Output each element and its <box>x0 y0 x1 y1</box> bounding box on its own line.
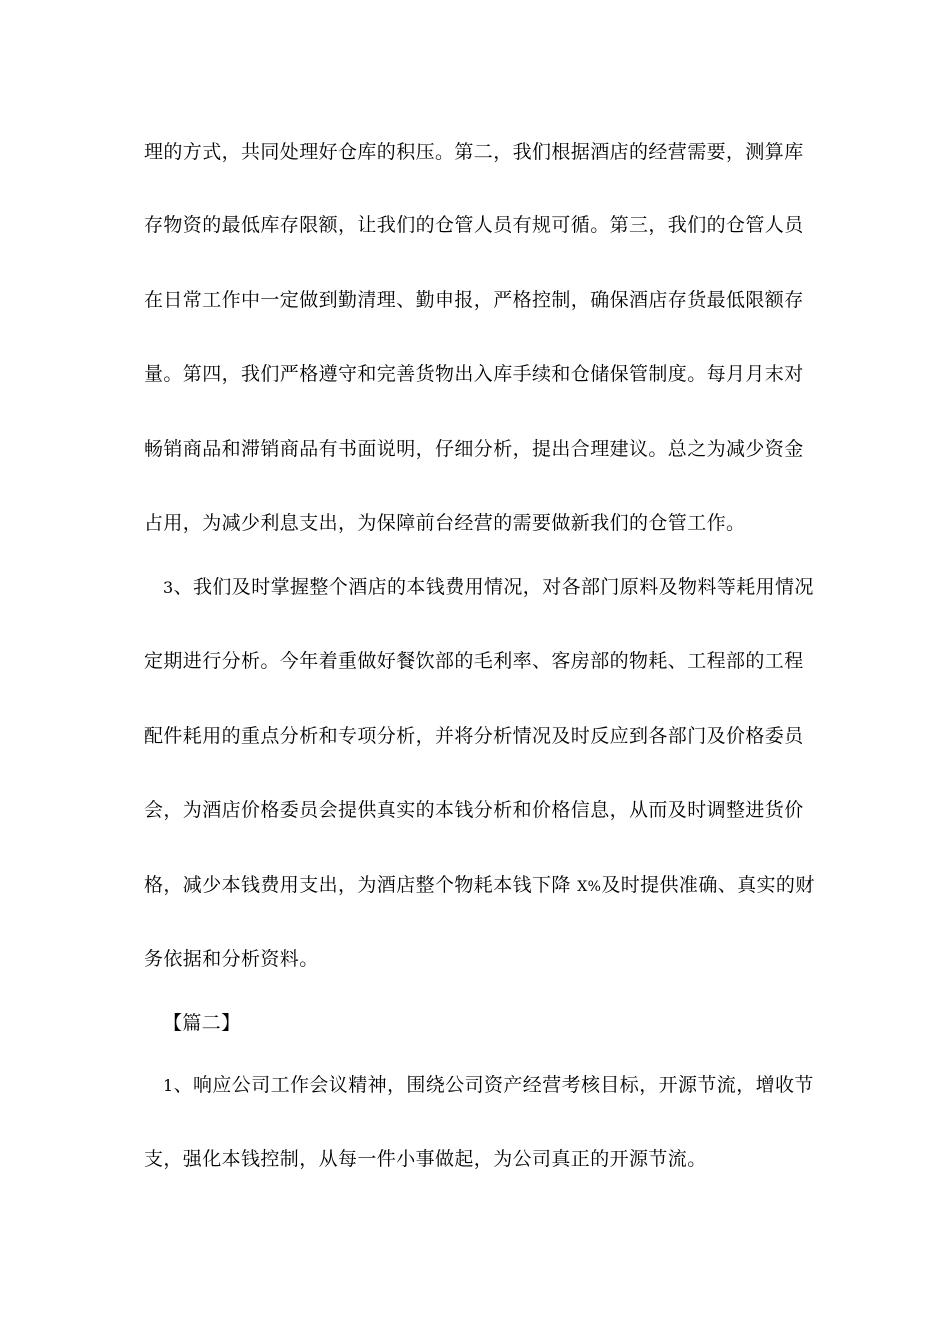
section-heading: 【篇二】 <box>163 1012 241 1034</box>
list-item-text: 、响应公司工作会议精神，围绕公司资产经营考核目标，开源节流，增收节 <box>173 1074 814 1096</box>
paragraph-line-with-percent <box>144 873 815 899</box>
list-item-1-first-line <box>163 1073 814 1098</box>
list-item-text: 、我们及时掌握整个酒店的本钱费用情况，对各部门原料及物料等耗用情况 <box>173 576 814 598</box>
paragraph-line: 理的方式，共同处理好仓库的积压。第二，我们根据酒店的经营需要，测算库 <box>144 141 804 163</box>
paragraph-line: 务依据和分析资料。 <box>144 948 319 970</box>
list-number: 3 <box>163 578 174 597</box>
list-number: 1 <box>163 1076 174 1095</box>
paragraph-line: 配件耗用的重点分析和专项分析，并将分析情况及时反应到各部门及价格委员 <box>144 725 804 747</box>
paragraph-line: 支，强化本钱控制，从每一件小事做起，为公司真正的开源节流。 <box>144 1148 707 1170</box>
paragraph-line: 畅销商品和滞销商品有书面说明，仔细分析，提出合理建议。总之为减少资金 <box>144 438 804 460</box>
paragraph-line: 在日常工作中一定做到勤清理、勤申报，严格控制，确保酒店存货最低限额存 <box>144 289 804 311</box>
line-text-before: 格，减少本钱费用支出，为酒店整个物耗本钱下降 <box>144 874 578 896</box>
paragraph-line: 量。第四，我们严格遵守和完善货物出入库手续和仓储保管制度。每月月末对 <box>144 363 804 385</box>
line-text-after: 及时提供准确、真实的财 <box>601 874 815 896</box>
paragraph-line: 占用，为减少利息支出，为保障前台经营的需要做新我们的仓管工作。 <box>144 512 746 534</box>
paragraph-line: 定期进行分析。今年着重做好餐饮部的毛利率、客房部的物耗、工程部的工程 <box>144 650 804 672</box>
paragraph-line: 存物资的最低库存限额，让我们的仓管人员有规可循。第三，我们的仓管人员 <box>144 214 804 236</box>
list-item-3-first-line <box>163 575 814 600</box>
percent-value: X% <box>577 879 602 895</box>
paragraph-line: 会，为酒店价格委员会提供真实的本钱分析和价格信息，从而及时调整进货价 <box>144 799 804 821</box>
